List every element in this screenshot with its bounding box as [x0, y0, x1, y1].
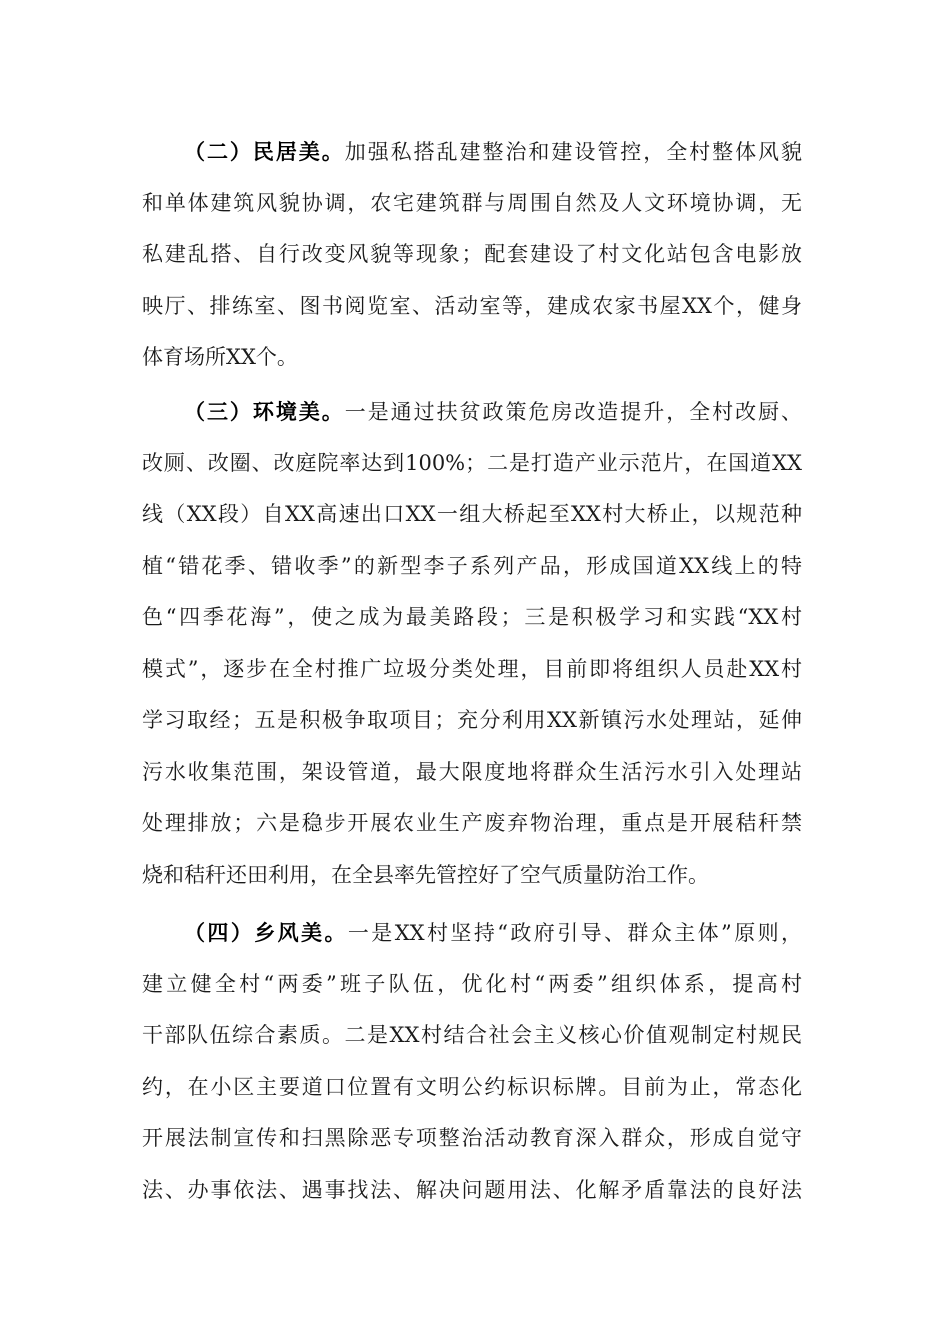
paragraph-line: 学习取经；五是积极争取项目；充分利用XX新镇污水处理站，延伸	[142, 708, 802, 732]
paragraph-line: 私建乱搭、自行改变风貌等现象；配套建设了村文化站包含电影放	[142, 242, 802, 266]
paragraph-line: 开展法制宣传和扫黑除恶专项整治活动教育深入群众，形成自觉守	[142, 1126, 802, 1150]
section-heading: （四）乡风美。	[184, 920, 348, 945]
section-heading: （三）环境美。	[184, 399, 345, 424]
paragraph-line: 模式”，逐步在全村推广垃圾分类处理，目前即将组织人员赴XX村	[142, 656, 802, 681]
paragraph-environment	[142, 386, 802, 901]
paragraph-line	[142, 126, 802, 178]
paragraph-line: 建立健全村“两委”班子队伍，优化村“两委”组织体系，提高村	[142, 971, 802, 996]
line-text: 一是XX村坚持“政府引导、群众主体”原则，	[347, 921, 802, 945]
paragraph-line	[142, 386, 802, 438]
paragraph-line: 线（XX段）自XX高速出口XX一组大桥起至XX村大桥止，以规范种	[142, 502, 802, 526]
paragraph-line: 法、办事依法、遇事找法、解决问题用法、化解矛盾靠法的良好法	[142, 1177, 802, 1202]
paragraph-village-customs	[142, 907, 802, 1216]
paragraph-line: 和单体建筑风貌协调，农宅建筑群与周围自然及人文环境协调，无	[142, 190, 802, 215]
line-text: 一是通过扶贫政策危房改造提升，全村改厨、	[344, 400, 802, 424]
paragraph-line: 色“四季花海”，使之成为最美路段；三是积极学习和实践“XX村	[142, 605, 802, 629]
paragraph-line: 污水收集范围，架设管道，最大限度地将群众生活污水引入处理站	[142, 759, 802, 784]
paragraph-line: 植“错花季、错收季”的新型李子系列产品，形成国道XX线上的特	[142, 553, 802, 578]
paragraph-line: 烧和秸秆还田利用，在全县率先管控好了空气质量防治工作。	[142, 862, 709, 887]
paragraph-line: 改厕、改圈、改庭院率达到100%；二是打造产业示范片，在国道XX	[142, 450, 802, 475]
paragraph-line: 约，在小区主要道口位置有文明公约标识标牌。目前为止，常态化	[142, 1074, 802, 1099]
paragraph-line: 处理排放；六是稳步开展农业生产废弃物治理，重点是开展秸秆禁	[142, 811, 802, 835]
section-heading: （二）民居美。	[184, 139, 345, 164]
paragraph-line: 体育场所XX个。	[142, 345, 298, 369]
paragraph-line: 干部队伍综合素质。二是XX村结合社会主义核心价值观制定村规民	[142, 1023, 802, 1047]
paragraph-line: 映厅、排练室、图书阅览室、活动室等，建成农家书屋XX个，健身	[142, 293, 802, 318]
paragraph-line	[142, 907, 802, 959]
paragraph-residence	[142, 126, 802, 384]
line-text: 加强私搭乱建整治和建设管控，全村整体风貌	[344, 140, 802, 164]
